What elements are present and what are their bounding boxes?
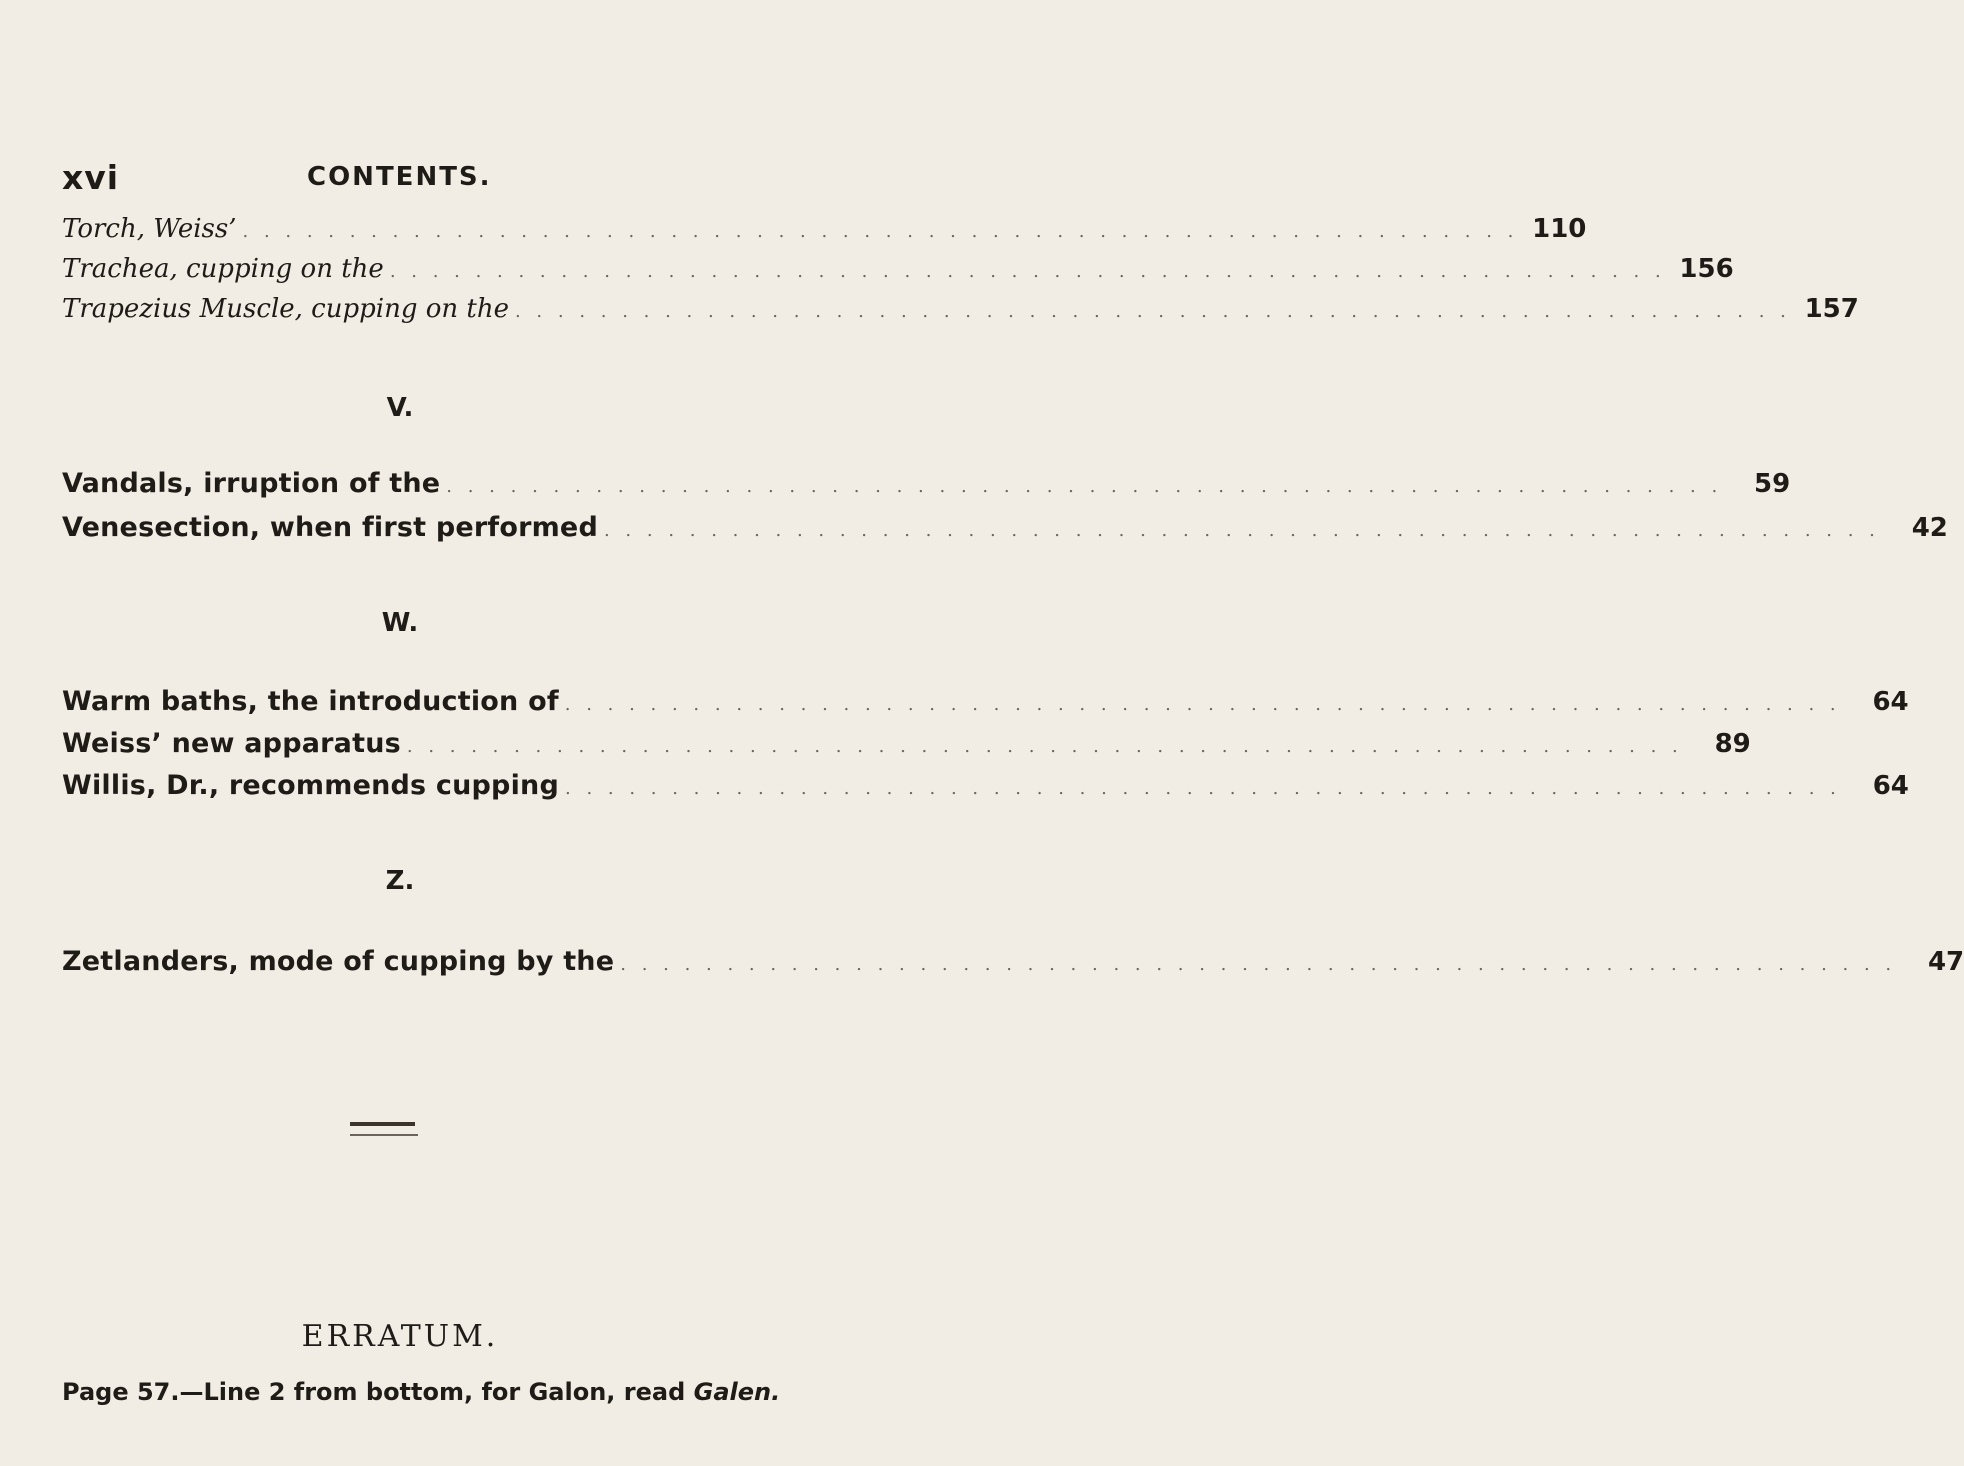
erratum-wrong-word: Galon, — [528, 1378, 616, 1406]
dot-leader: . . . . . . . . . . . . . . . . . . . . . . . . . . . . . . . . . . . . . . . . . . . . . . . . . . . . . . . . . . . . — [565, 778, 1841, 799]
ornamental-rule-thick — [350, 1122, 415, 1126]
section-letter-v: V. — [386, 393, 414, 423]
dot-leader: . . . . . . . . . . . . . . . . . . . . . . . . . . . . . . . . . . . . . . . . . . . . . . . . . . . . . . . . . . . . — [514, 301, 1791, 322]
index-entry — [62, 254, 1734, 294]
entry-page: 89 — [1714, 729, 1751, 759]
section-letter-w: W. — [381, 608, 419, 638]
running-title: CONTENTS. — [307, 162, 492, 192]
entry-title: Warm baths, the introduction of — [62, 686, 559, 717]
dot-leader: . . . . . . . . . . . . . . . . . . . . . . . . . . . . . . . . . . . . . . . . . . . . . . . . . . . . . . . . . . . . — [242, 221, 1519, 242]
dot-leader: . . . . . . . . . . . . . . . . . . . . . . . . . . . . . . . . . . . . . . . . . . . . . . . . . . . . . . . . . . . . — [620, 954, 1897, 975]
dot-leader: . . . . . . . . . . . . . . . . . . . . . . . . . . . . . . . . . . . . . . . . . . . . . . . . . . . . . . . . . . . . — [389, 261, 1666, 282]
page-number: xvi — [62, 158, 120, 197]
erratum-mid: read — [623, 1378, 686, 1406]
entry-title: Zetlanders, mode of cupping by the — [62, 946, 615, 977]
entry-page: 110 — [1532, 214, 1587, 244]
dot-leader: . . . . . . . . . . . . . . . . . . . . . . . . . . . . . . . . . . . . . . . . . . . . . . . . . . . . . . . . . . . . — [446, 476, 1723, 497]
erratum-prefix: Page 57.—Line 2 from bottom, for — [62, 1378, 521, 1406]
entry-title: Trachea, cupping on the — [62, 254, 384, 284]
dot-leader: . . . . . . . . . . . . . . . . . . . . . . . . . . . . . . . . . . . . . . . . . . . . . . . . . . . . . . . . . . . . — [406, 736, 1683, 757]
index-entry — [62, 468, 1791, 508]
index-entry — [62, 294, 1859, 334]
entry-title: Venesection, when first performed — [62, 512, 598, 543]
erratum-text — [62, 1378, 781, 1406]
entry-title: Vandals, irruption of the — [62, 468, 441, 499]
entry-page: 156 — [1679, 254, 1734, 284]
entry-title: Weiss’ new apparatus — [62, 728, 401, 759]
index-entry — [62, 214, 1587, 254]
page-header — [62, 158, 742, 208]
index-entry — [62, 686, 1909, 726]
erratum-correct-word: Galen. — [693, 1378, 781, 1406]
index-entry — [62, 512, 1948, 552]
entry-title: Willis, Dr., recommends cupping — [62, 770, 559, 801]
erratum-heading: ERRATUM. — [301, 1319, 499, 1354]
index-entry — [62, 728, 1751, 768]
dot-leader: . . . . . . . . . . . . . . . . . . . . . . . . . . . . . . . . . . . . . . . . . . . . . . . . . . . . . . . . . . . . — [564, 694, 1841, 715]
entry-title: Trapezius Muscle, cupping on the — [62, 294, 509, 324]
entry-page: 59 — [1754, 469, 1791, 499]
entry-page: 157 — [1804, 294, 1859, 324]
index-entry — [62, 770, 1909, 810]
entry-page: 64 — [1872, 771, 1909, 801]
entry-title: Torch, Weiss’ — [62, 214, 237, 244]
dot-leader: . . . . . . . . . . . . . . . . . . . . . . . . . . . . . . . . . . . . . . . . . . . . . . . . . . . . . . . . . . . . — [603, 520, 1880, 541]
entry-page: 47 — [1927, 947, 1964, 977]
entry-page: 64 — [1872, 687, 1909, 717]
ornamental-rule-thin — [350, 1134, 418, 1136]
entry-page: 42 — [1911, 513, 1948, 543]
section-letter-z: Z. — [385, 866, 415, 896]
index-entry — [62, 946, 1964, 986]
